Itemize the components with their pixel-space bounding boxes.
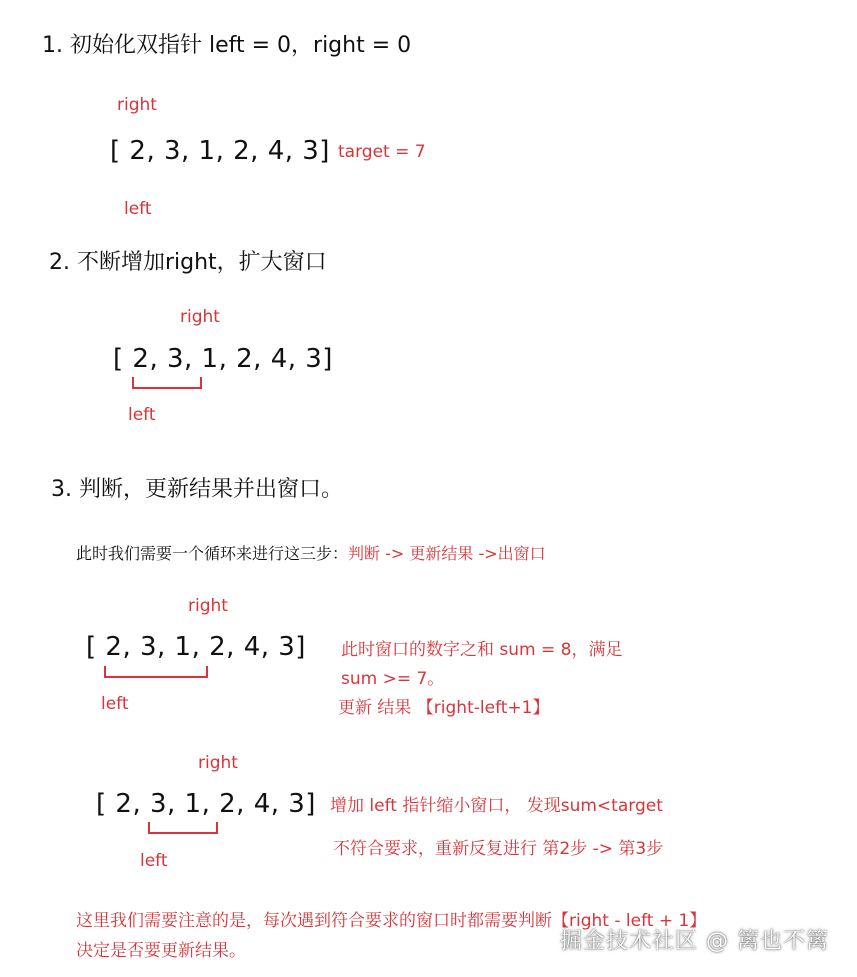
example-a-window-bracket — [104, 666, 208, 678]
step1-target: target = 7 — [338, 142, 426, 162]
example-a-left-label: left — [101, 694, 129, 714]
step1-heading: 1. 初始化双指针 left = 0，right = 0 — [42, 33, 412, 58]
example-a-right-label: right — [188, 596, 228, 616]
example-b-window-bracket — [148, 822, 218, 834]
example-a-note-3: 更新 结果 【right-left+1】 — [338, 698, 550, 718]
step2-right-label: right — [180, 307, 220, 327]
example-b-array: [ 2, 3, 1, 2, 4, 3] — [96, 789, 316, 819]
footer-note-2: 决定是否要更新结果。 — [76, 941, 246, 961]
step2-window-bracket — [132, 377, 202, 389]
step3-loop-line — [76, 541, 546, 564]
example-a-note-2: sum >= 7。 — [341, 669, 445, 689]
step2-left-label: left — [128, 405, 156, 425]
step2-array: [ 2, 3, 1, 2, 4, 3] — [113, 344, 333, 374]
footer-note-1: 这里我们需要注意的是，每次遇到符合要求的窗口时都需要判断【right - left + 1】 — [76, 911, 707, 931]
watermark: 掘金技术社区 @ 篱也不篱 — [560, 929, 829, 954]
step3-loop-prefix: 此时我们需要一个循环来进行这三步： — [76, 544, 349, 563]
step3-loop-steps: 判断 -> 更新结果 ->出窗口 — [348, 544, 546, 563]
example-b-left-label: left — [140, 851, 168, 871]
example-b-note-1: 增加 left 指针缩小窗口， 发现sum<target — [330, 796, 663, 816]
example-a-note-1: 此时窗口的数字之和 sum = 8，满足 — [341, 640, 623, 660]
example-a-array: [ 2, 3, 1, 2, 4, 3] — [86, 632, 306, 662]
step1-right-label: right — [117, 95, 157, 115]
step3-heading: 3. 判断，更新结果并出窗口。 — [51, 477, 343, 502]
step2-heading: 2. 不断增加right，扩大窗口 — [49, 250, 327, 275]
example-b-right-label: right — [198, 753, 238, 773]
step1-left-label: left — [124, 199, 152, 219]
step1-array: [ 2, 3, 1, 2, 4, 3] — [110, 136, 330, 166]
example-b-note-2: 不符合要求，重新反复进行 第2步 -> 第3步 — [333, 839, 664, 859]
